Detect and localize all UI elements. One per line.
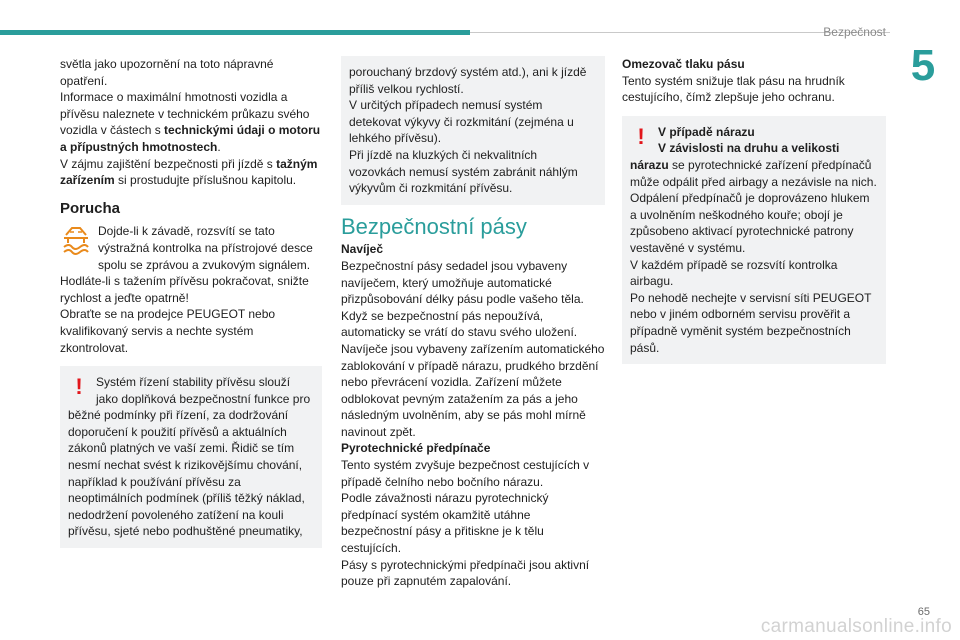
paragraph: Navíječe jsou vybaveny zařízením automatického zablokování v případě nárazu, prudkého brzdění nebo převrácení vozidla. Zařízení můžete odblokovat pevným zatažením za pás a jeho následným uvolněním, aby se pás mohl mírně navinout zpět. — [341, 341, 605, 439]
paragraph: Pásy s pyrotechnickými předpínači jsou aktivní pouze při zapnutém zapalování. — [341, 557, 590, 589]
page-number: 65 — [917, 606, 930, 618]
exclamation-icon: ! — [75, 374, 83, 400]
note-text: V závislosti na druhu a velikosti nárazu se pyrotechnické zařízení předpínačů může odpálit před airbagy a nezávisle na nich. Odpálení předpínačů je doprovázeno hlukem a uvolněním neškodného kouře; obojí je způsobeno aktivací pyrotechnické patrony vestavěné v systému. — [630, 141, 877, 255]
paragraph: Informace o maximální hmotnosti vozidla a přívěsu naleznete v technickém průkazu svého vozidla v částech s technickými údaji o motoru a přípustných hmotnostech. — [60, 90, 321, 154]
note-text: Systém řízení stability přívěsu slouží jako doplňková bezpečnostní funkce pro běžné podmínky při řízení, za dodržování doporučení k použití přívěsů a aktuálních zákonů platných ve vaší zemi. Řidič se tím nesmí nechat svést k rizikovějšímu chování, například k používání přívěsu za neoptimálních podmínek (příliš těžký náklad, nedodržení povoleného zatížení na kouli přívěsu, sjeté nebo podhuštěné pneumatiky, — [68, 375, 311, 539]
warning-note — [60, 366, 322, 548]
subheading: Pyrotechnické předpínače — [341, 441, 491, 456]
paragraph: Hodláte-li s tažením přívěsu pokračovat, snižte rychlost a jeďte opatrně! — [60, 274, 309, 305]
subheading: Navíječ — [341, 242, 384, 257]
note-text: V určitých případech nemusí systém detekovat výkyvy či rozkmitání (zejména u lehkého přívěsu). — [349, 98, 574, 146]
section-title: Bezpečnost — [823, 25, 886, 39]
note-text: porouchaný brzdový systém atd.), ani k jízdě příliš velkou rychlostí. — [349, 65, 587, 96]
note-text: Při jízdě na kluzkých či nekvalitních vozovkách nemusí systém zabránit náhlým výkyvům či rozkmitání přívěsu. — [349, 147, 578, 196]
fault-block — [60, 223, 322, 356]
note-text: V každém případě se rozsvítí kontrolka airbagu. — [630, 257, 838, 289]
paragraph: Bezpečnostní pásy sedadel jsou vybaveny navíječem, který umožňuje automatické přizpůsobování délky pásu podle vašeho těla. Když se bezpečnostní pás nepoužívá, automaticky se vrátí do stavu svého uložení. — [341, 258, 584, 340]
section-heading: Bezpečnostní pásy — [341, 213, 527, 239]
paragraph: světla jako upozornění na toto nápravné opatření. — [60, 57, 274, 88]
warning-note — [622, 116, 886, 364]
header-accent-bar — [0, 30, 470, 35]
paragraph: V zájmu zajištění bezpečnosti při jízdě s tažným zařízením si prostudujte příslušnou kapitolu. — [60, 156, 318, 188]
warning-note-continued — [341, 56, 605, 205]
trailer-warning-icon — [60, 223, 92, 257]
column-1 — [60, 56, 322, 548]
column-3 — [622, 56, 886, 364]
note-heading: V případě nárazu — [658, 124, 755, 139]
paragraph: Tento systém zvyšuje bezpečnost cestujících v případě čelního nebo bočního nárazu. — [341, 458, 590, 489]
paragraph: Dojde-li k závadě, rozsvítí se tato výstražná kontrolka na přístrojové desce spolu se zprávou a zvukovým signálem. — [98, 224, 313, 272]
fault-heading: Porucha — [60, 199, 121, 217]
paragraph: Obraťte se na prodejce PEUGEOT nebo kvalifikovaný servis a nechte systém zkontrolovat. — [60, 307, 276, 355]
watermark: carmanualsonline.info — [760, 616, 952, 637]
subheading: Omezovač tlaku pásu — [622, 57, 745, 71]
paragraph: Podle závažnosti nárazu pyrotechnický předpínací systém okamžitě utáhne bezpečnostní pásy a přitiskne je k tělu cestujících. — [341, 491, 549, 556]
exclamation-icon: ! — [637, 123, 645, 149]
column-2 — [341, 56, 605, 590]
paragraph: Tento systém snižuje tlak pásu na hrudník cestujícího, čímž zlepšuje jeho ochranu. — [622, 73, 845, 105]
chapter-number: 5 — [910, 41, 936, 90]
note-text: Po nehodě nechejte v servisní síti PEUGEOT nebo v jiném odborném servisu prověřit a případně vyměnit systém bezpečnostních pásů. — [630, 290, 872, 355]
